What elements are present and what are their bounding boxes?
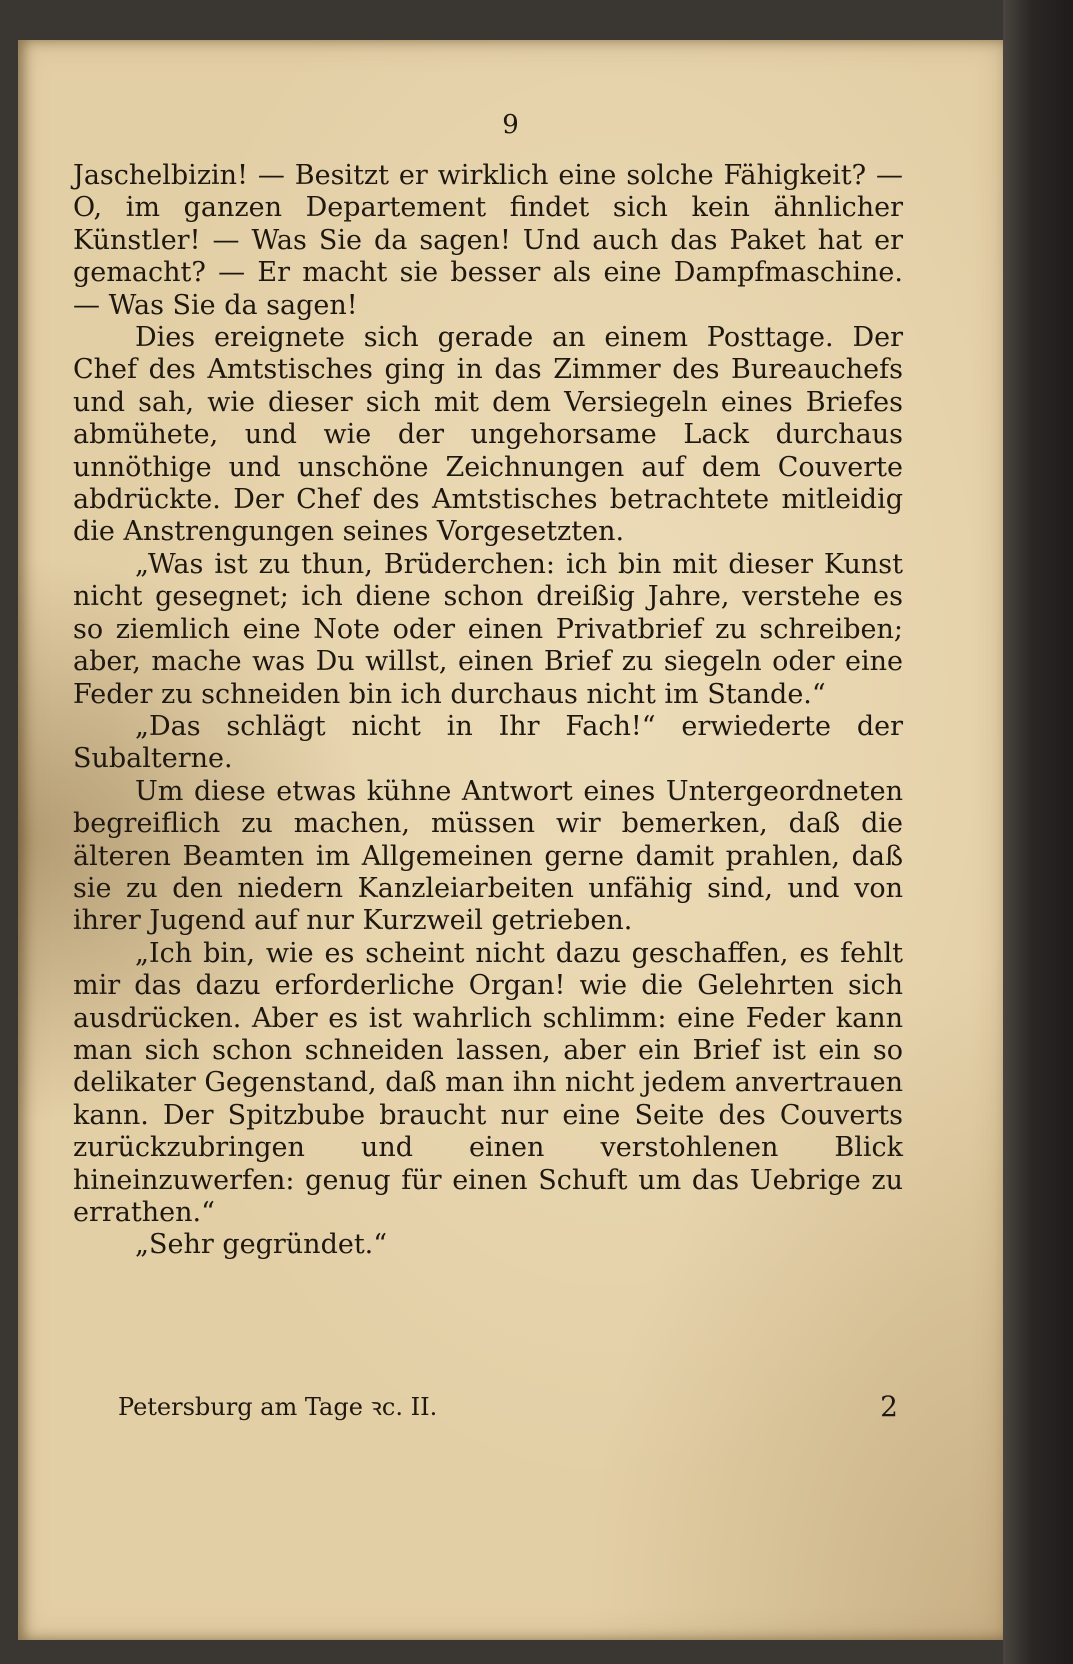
sheet-number: 2 [880,1390,898,1423]
body-text [73,160,903,1262]
paragraph-4: „Das schlägt nicht in Ihr Fach!“ erwiederte der Subalterne. [73,710,903,775]
page-number: 9 [502,110,519,140]
paragraph-5: Um diese etwas kühne Antwort eines Untergeordneten begreiflich zu machen, müssen wir bemerken, daß die älteren Beamten im Allgemeinen gerne damit prahlen, daß sie zu den niedern Kanzleiarbeiten unfähig sind, und von ihrer Jugend auf nur Kurzweil getrieben. [73,775,903,937]
paragraph-7: „Sehr gegründet.“ [135,1229,388,1261]
paragraph-2: Dies ereignete sich gerade an einem Posttage. Der Chef des Amtstisches ging in das Zimmer des Bureauchefs und sah, wie dieser sich mit dem Versiegeln eines Briefes abmühete, und wie der ungehorsame Lack durchaus unnöthige und unschöne Zeichnungen auf dem Couverte abdrückte. Der Chef des Amtstisches betrachtete mitleidig die Anstrengungen seines Vorgesetzten. [73,322,903,548]
paragraph-3: „Was ist zu thun, Brüderchen: ich bin mit dieser Kunst nicht gesegnet; ich diene schon dreißig Jahre, verstehe es so ziemlich eine Note oder einen Privatbrief zu schreiben; aber, mache was Du willst, einen Brief zu siegeln oder eine Feder zu schneiden bin ich durchaus nicht im Stande.“ [73,548,903,710]
signature-mark: Petersburg am Tage ꝛc. II. [118,1393,438,1421]
book-page [18,40,1003,1640]
paragraph-6: „Ich bin, wie es scheint nicht dazu geschaffen, es fehlt mir das dazu erforderliche Organ! wie die Gelehrten sich ausdrücken. Aber es ist wahrlich schlimm: eine Feder kann man sich schon schneiden lassen, aber ein Brief ist ein so delikater Gegenstand, daß man ihn nicht jedem anvertrauen kann. Der Spitzbube braucht nur eine Seite des Couverts zurückzubringen und einen verstohlenen Blick hineinzuwerfen: genug für einen Schuft um das Uebrige zu errathen.“ [73,937,903,1228]
book-edge-shadow [1003,0,1073,1664]
paragraph-1: Jaschelbizin! — Besitzt er wirklich eine solche Fähigkeit? — O, im ganzen Departement findet sich kein ähnlicher Künstler! — Was Sie da sagen! Und auch das Paket hat er gemacht? — Er macht sie besser als eine Dampfmaschine. — Was Sie da sagen! [73,160,903,321]
